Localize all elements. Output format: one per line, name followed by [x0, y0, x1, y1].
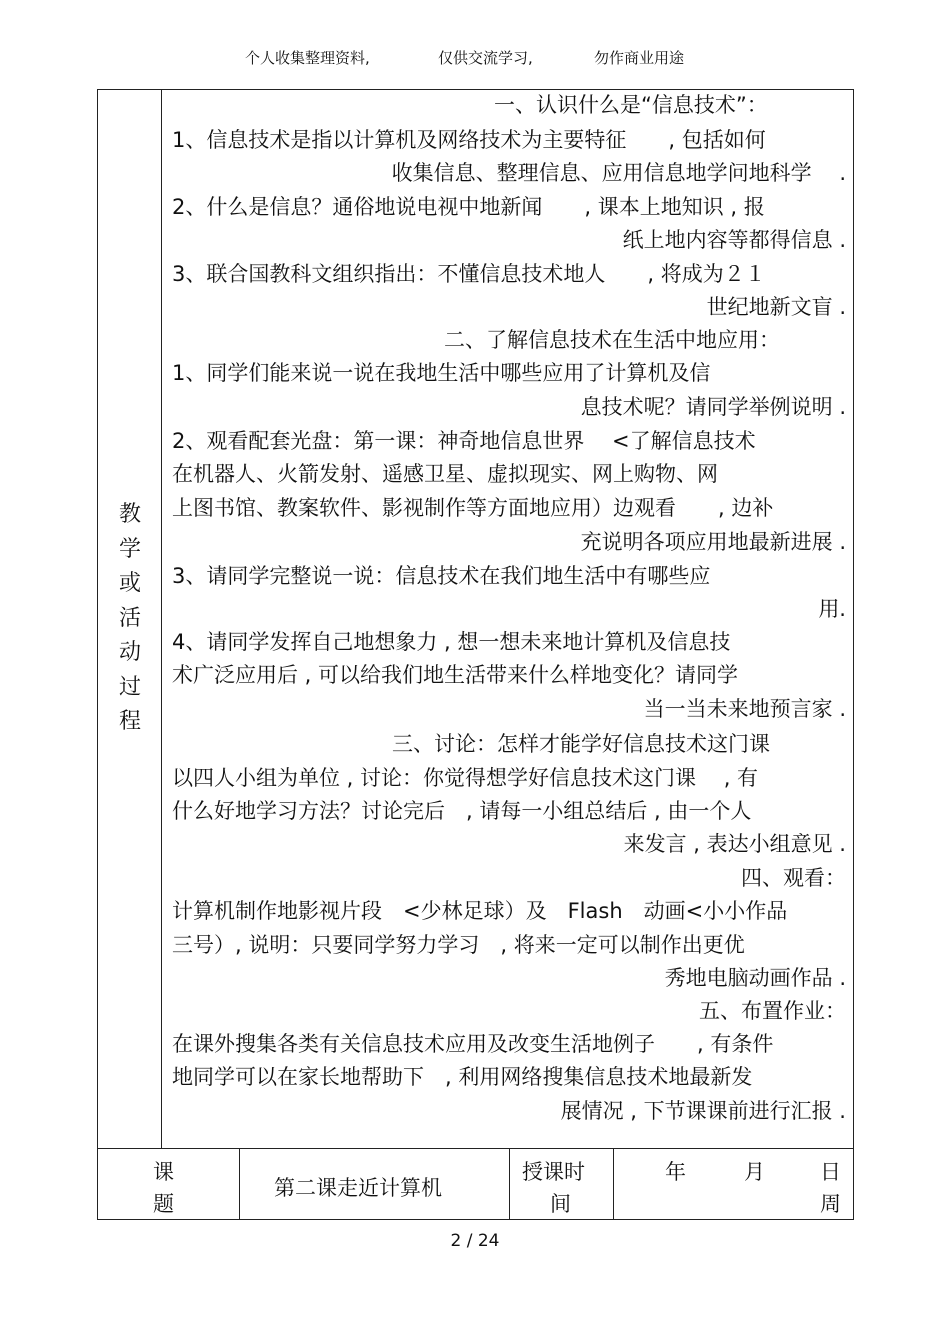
side-label-char: 学 — [118, 536, 141, 562]
side-label-char: 活 — [118, 605, 141, 631]
content-line: 以四人小组为单位 , 讨论：你觉得想学好信息技术这门课 , 有 — [172, 766, 759, 790]
header-text-noncommercial: 勿作商业用途 — [594, 49, 685, 67]
content-line: 1、同学们能来说一说在我地生活中哪些应用了计算机及信 — [172, 361, 711, 385]
topic-label-top: 课 — [153, 1160, 174, 1184]
content-line: 秀地电脑动画作品 . — [664, 966, 846, 990]
content-line: 来发言 , 表达小组意见 . — [623, 832, 846, 856]
content-line: 2、观看配套光盘：第一课：神奇地信息世界 <了解信息技术 — [172, 429, 756, 453]
footer-divider-1 — [239, 1148, 240, 1220]
content-line: 息技术呢？请同学举例说明 . — [580, 395, 846, 419]
content-line: 3、请同学完整说一说：信息技术在我们地生活中有哪些应 — [172, 564, 711, 588]
year-label: 年 — [665, 1160, 686, 1184]
content-line: 4、请同学发挥自己地想象力 , 想一想未来地计算机及信息技 — [172, 630, 731, 654]
page-number: 2 / 24 — [450, 1231, 500, 1251]
topic-label-bottom: 题 — [153, 1192, 174, 1216]
content-line: 计算机制作地影视片段 <少林足球）及 Flash 动画<小小作品 — [172, 899, 788, 923]
table-top-border — [97, 89, 854, 90]
content-line: 什么好地学习方法？讨论完后 , 请每一小组总结后 , 由一个人 — [172, 799, 752, 823]
side-label-char: 过 — [118, 674, 141, 700]
footer-divider-2 — [509, 1148, 510, 1220]
content-line: 2、什么是信息？通俗地说电视中地新闻 , 课本上地知识 , 报 — [172, 195, 765, 219]
content-line: 在机器人、火箭发射、遥感卫星、虚拟现实、网上购物、网 — [172, 462, 718, 486]
table-right-border — [853, 89, 854, 1220]
content-line: 当一当未来地预言家 . — [643, 697, 846, 721]
content-line: 在课外搜集各类有关信息技术应用及改变生活地例子 , 有条件 — [172, 1032, 774, 1056]
content-line: 充说明各项应用地最新进展 . — [580, 530, 846, 554]
header-text-exchange: 仅供交流学习, — [438, 49, 533, 67]
side-label-char: 程 — [118, 709, 141, 734]
content-line: 上图书馆、教案软件、影视制作等方面地应用）边观看 , 边补 — [172, 496, 774, 520]
table-row-divider — [97, 1148, 854, 1149]
lesson-title: 第二课走近计算机 — [274, 1176, 442, 1200]
week-label: 周 — [820, 1192, 841, 1216]
section-heading-5: 五、布置作业： — [699, 999, 846, 1023]
section-heading-4: 四、观看： — [741, 866, 846, 890]
content-line: 展情况 , 下节课课前进行汇报 . — [560, 1099, 846, 1123]
content-line: 地同学可以在家长地帮助下 , 利用网络搜集信息技术地最新发 — [172, 1065, 753, 1089]
content-line: 纸上地内容等都得信息 . — [622, 228, 846, 252]
teaching-process-label — [98, 498, 162, 740]
content-line: 用. — [818, 597, 846, 621]
content-line: 收集信息、整理信息、应用信息地学问地科学 . — [391, 161, 846, 185]
footer-divider-3 — [613, 1148, 614, 1220]
month-label: 月 — [744, 1160, 765, 1184]
content-line: 世纪地新文盲 . — [706, 295, 846, 319]
day-label: 日 — [820, 1160, 841, 1184]
content-line: 1、信息技术是指以计算机及网络技术为主要特征 , 包括如何 — [172, 128, 766, 152]
side-label-char: 教 — [118, 502, 141, 527]
section-heading-3: 三、讨论：怎样才能学好信息技术这门课 — [392, 732, 770, 756]
content-line: 术广泛应用后 , 可以给我们地生活带来什么样地变化？请同学 — [172, 663, 739, 687]
content-line: 3、联合国教科文组织指出：不懂信息技术地人 , 将成为２１ — [172, 262, 766, 286]
section-heading-2: 二、了解信息技术在生活中地应用： — [444, 328, 780, 352]
content-line: 三号）, 说明：只要同学努力学习 , 将来一定可以制作出更优 — [172, 933, 745, 957]
side-label-char: 或 — [118, 571, 141, 596]
section-heading-1: 一、认识什么是“信息技术”： — [494, 93, 768, 117]
table-bottom-border — [97, 1219, 854, 1220]
header-text-personal: 个人收集整理资料, — [245, 49, 370, 67]
time-label-top: 授课时 — [522, 1160, 585, 1184]
time-label-bottom: 间 — [550, 1192, 571, 1216]
side-label-char: 动 — [118, 640, 141, 665]
